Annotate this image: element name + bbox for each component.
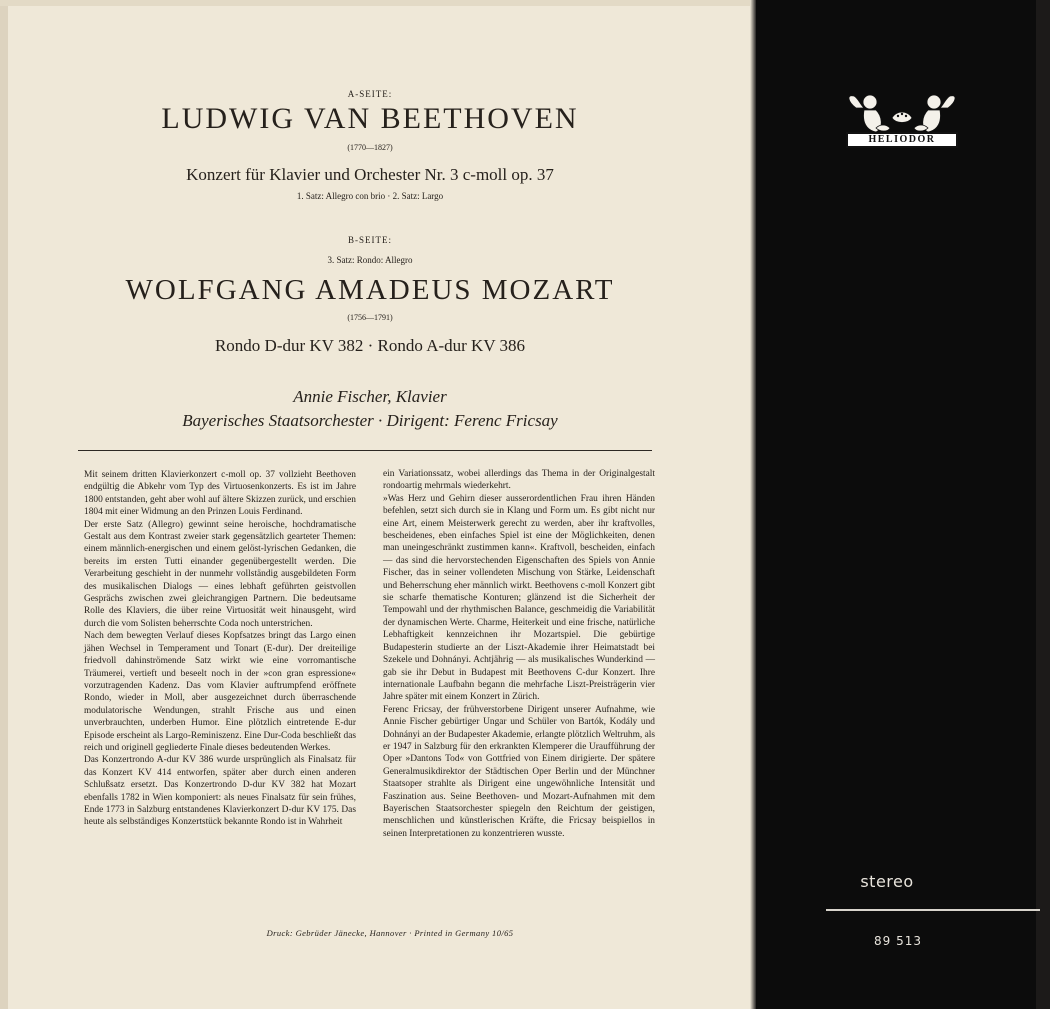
catalog-number: 89 513	[874, 934, 922, 948]
notes-paragraph: Ferenc Fricsay, der frühverstorbene Dirigent unserer Aufnahme, wie Annie Fischer gebürtiger Ungar und Schüler von Bartók, Kodály und Dohnányi an der Budapester Akademie, erlangte plötzlich Weltruhm, als er 1947 in Salzburg für den erkrankten Klemperer die Uraufführung der Oper »Dantons Tod« von Gottfried von Einem dirigierte. Der spätere Generalmusikdirektor der Städtischen Oper Berlin und der Münchner Staatsoper strahlte als Dirigent eine ungewöhnliche Intensität und Faszination aus. Seine Beethoven- und Mozart-Aufnahmen mit dem Bayerischen Staatsorchester spiegeln den Reichtum der geistigen, menschlichen und künstlerischen Kräfte, die Fricsay beispiellos in seinen Interpretationen zu konzentrieren wusste.	[383, 704, 655, 839]
notes-paragraph: Nach dem bewegten Verlauf dieses Kopfsatzes bringt das Largo einen jähen Wechsel in Temperament und Tonart (E-dur). Der dreiteilige friedvoll dahinströmende Satz wirkt wie eine vorromantische Träumerei, vertieft und beseelt noch in der »con gran espressione« vorzutragenden Kadenz. Das vom Klavier auftrumpfend eröffnete Rondo, wieder in Moll, aber ausgezeichnet durch überraschende modulatorische Wendungen, strahlt Frische aus und einen unverbrauchten, underben Humor. Eine plötzlich eintretende E-dur Episode erscheint als Largo-Reminiszenz. Eine Dur-Coda beschließt das reich und originell gegliederte Finale dieses bedeutenden Werkes.	[84, 631, 356, 753]
stereo-rule	[826, 909, 1040, 911]
side-b-movements: 3. Satz: Rondo: Allegro	[327, 255, 413, 265]
beethoven-work-title: Konzert für Klavier und Orchester Nr. 3 c-moll op. 37	[186, 165, 554, 184]
mozart-work-title: Rondo D-dur KV 382 · Rondo A-dur KV 386	[214, 336, 526, 355]
liner-notes-right-column	[383, 468, 655, 840]
printer-imprint: Druck: Gebrüder Jänecke, Hannover · Printed in Germany 10/65	[266, 928, 514, 938]
side-b-heading: B-SEITE:	[348, 235, 392, 245]
sleeve-top-edge	[0, 0, 760, 6]
label-name: HELIODOR	[846, 132, 958, 148]
divider-rule	[78, 450, 652, 451]
notes-paragraph: »Was Herz und Gehirn dieser ausserordentlichen Frau ihren Händen befehlen, setzt sich durch sie in Klang und Form um. Es gibt nicht nur eine Art, einem Meisterwerk gerecht zu werden, aber ihr kraftvolles, bescheidenes, eben einfaches Spiel ist eine der Möglichkeiten, denen man uneingeschränkt zustimmen kann«. Kraftvoll, bescheiden, einfach — das sind die hervorstechenden Eigenschaften des Spiels von Annie Fischer, das in seiner vollendeten Mischung von Stärke, Leidenschaft und Beherrschung eher männlich wirkt. Beethovens c-moll Konzert gibt sie scharfe thematische Konturen; glänzend ist die Sicherheit der Tempowahl und der rhythmischen Balance, geschmeidig die Variabilität der dynamischen Werte. Charme, Heiterkeit und eine frische, natürliche Lebhaftigkeit kennzeichnen ihr Mozartspiel. Die gebürtige Budapesterin studierte an der Liszt-Akademie ihrer Heimatstadt bei Szekele und Dohnányi. Achtjährig — als musikalisches Wunderkind — gab sie ihr Debut in Budapest mit Beethovens C-dur Konzert. Ihre internationale Laufbahn begann die mehrfache Liszt-Preisträgerin vier Jahre später mit einem Konzert in Zürich.	[383, 493, 655, 703]
notes-paragraph: ein Variationssatz, wobei allerdings das Thema in der Originalgestalt rondoartig mehrmals wiederkehrt.	[383, 469, 655, 492]
notes-paragraph: Der erste Satz (Allegro) gewinnt seine heroische, hochdramatische Gestalt aus dem Kontrast zweier stark gegensätzlich gearteter Themen: einem männlich-energischen und einem gelöst-lyrischen Gedanken, die bereits im ersten Tutti einander gegenübergestellt werden. Die Verarbeitung geschieht in der nunmehr vollständig ausgebildeten Form des musikalischen Dialogs — eines lebhaft geführten geistvollen Gesprächs zwischen zwei gleichrangigen Partnern. Die bedeutsame Rolle des Klaviers, die über reine Virtuosität weit hinausgeht, wird durch die vom Solisten beherrschte Coda noch unterstrichen.	[84, 519, 356, 629]
side-a-movements: 1. Satz: Allegro con brio · 2. Satz: Largo	[296, 191, 444, 201]
notes-paragraph: Mit seinem dritten Klavierkonzert c-moll op. 37 vollzieht Beethoven endgültig die Abkehr vom Typ des Virtuosenkonzerts. Es ist im Jahre 1800 entstanden, geht aber wohl auf ältere Skizzen zurück, und erschien 1804 mit einer Widmung an den Prinzen Louis Ferdinand.	[84, 470, 356, 518]
orchestra-conductor: Bayerisches Staatsorchester · Dirigent: Ferenc Fricsay	[182, 411, 558, 430]
panel-right-edge	[1036, 0, 1050, 1009]
beethoven-years: (1770—1827)	[347, 143, 393, 152]
mozart-years: (1756—1791)	[347, 313, 393, 322]
liner-notes-left-column	[84, 469, 356, 829]
side-a-heading: A-SEITE:	[347, 89, 393, 99]
soloist: Annie Fischer, Klavier	[293, 387, 447, 406]
composer-mozart: WOLFGANG AMADEUS MOZART	[125, 274, 615, 306]
composer-beethoven: LUDWIG VAN BEETHOVEN	[161, 102, 579, 135]
notes-paragraph: Das Konzertrondo A-dur KV 386 wurde ursprünglich als Finalsatz für das Konzert KV 414 entworfen, später aber durch einen anderen Schlußsatz ersetzt. Das Konzertrondo D-dur KV 382 hat Mozart ebenfalls 1782 in Wien komponiert: als neues Finalsatz für sein frühes, Ende 1773 in Salzburg entstandenes Klavierkonzert D-dur KV 175. Das heute als selbständiges Konzertstück bekannte Rondo ist in Wahrheit	[84, 755, 356, 828]
stereo-mark: stereo	[860, 872, 914, 891]
